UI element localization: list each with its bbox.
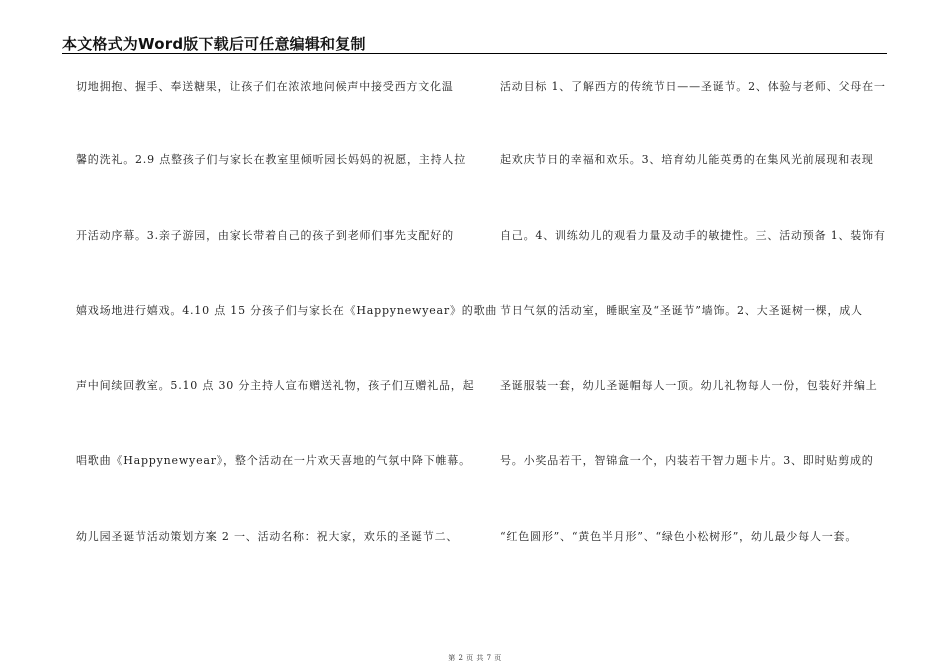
text-line: 自己。4、训练幼儿的观看力量及动手的敏捷性。三、活动预备 1、装饰有 (500, 229, 886, 242)
page-number: 第 2 页 共 7 页 (448, 654, 502, 662)
text-line: 嬉戏场地进行嬉戏。4.10 点 15 分孩子们与家长在《Happynewyear》的歌曲 (76, 304, 498, 317)
text-line: “红色圆形”、“黄色半月形”、“绿色小松树形”，幼儿最少每人一套。 (500, 530, 858, 543)
document-header-title: 本文格式为Word版下载后可任意编辑和复制 (62, 35, 366, 53)
text-line: 圣诞服装一套，幼儿圣诞帽每人一顶。幼儿礼物每人一份，包装好并编上 (500, 379, 878, 392)
text-line: 起欢庆节日的幸福和欢乐。3、培育幼儿能英勇的在集风光前展现和表现 (500, 153, 874, 166)
text-line: 幼儿园圣诞节活动策划方案 2 一、活动名称：祝大家，欢乐的圣诞节二、 (76, 530, 459, 543)
text-line: 唱歌曲《Happynewyear》，整个活动在一片欢天喜地的气氛中降下帷幕。 (76, 454, 471, 467)
text-line: 活动目标 1、了解西方的传统节日——圣诞节。2、体验与老师、父母在一 (500, 80, 886, 93)
text-line: 声中间续回教室。5.10 点 30 分主持人宣布赠送礼物，孩子们互赠礼品，起 (76, 379, 475, 392)
text-line: 号。小奖品若干，智锦盒一个，内装若干智力题卡片。3、即时贴剪成的 (500, 454, 874, 467)
text-line: 节日气氛的活动室，睡眠室及“圣诞节”墙饰。2、大圣诞树一棵，成人 (500, 304, 863, 317)
header-divider (62, 53, 887, 54)
text-line: 切地拥抱、握手、奉送糖果，让孩子们在浓浓地问候声中接受西方文化温 (76, 80, 454, 93)
text-line: 馨的洗礼。2.9 点整孩子们与家长在教室里倾听园长妈妈的祝愿，主持人拉 (76, 153, 466, 166)
text-line: 开活动序幕。3.亲子游园，由家长带着自己的孩子到老师们事先支配好的 (76, 229, 454, 242)
